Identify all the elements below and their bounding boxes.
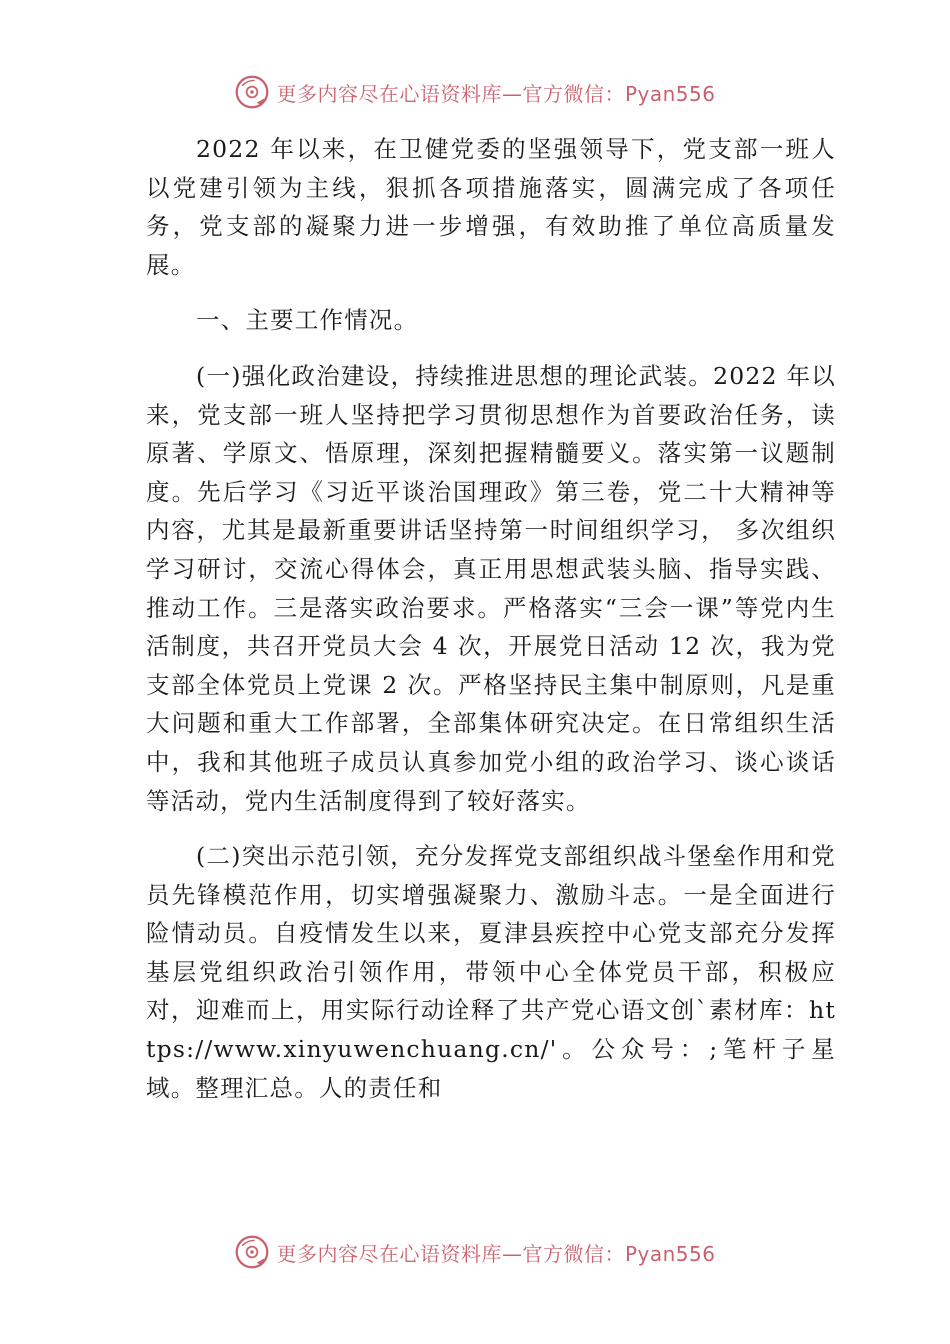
header-watermark bbox=[0, 70, 950, 114]
paragraph-exemplary-leadership: (二)突出示范引领，充分发挥党支部组织战斗堡垒作用和党员先锋模范作用，切实增强凝聚力、激励斗志。一是全面进行险情动员。自疫情发生以来，夏津县疾控中心党支部充分发挥基层党组织政治引领作用，带领中心全体党员干部，积极应对，迎难而上，用实际行动诠释了共产党心语文创`素材库：https://www.xinyuwenchuang.cn/'。公众号：;笔杆子星域。整理汇总。人的责任和 bbox=[146, 842, 836, 1102]
paragraph-intro: 2022 年以来，在卫健党委的坚强领导下，党支部一班人以党建引领为主线，狠抓各项措施落实，圆满完成了各项任务，党支部的凝聚力进一步增强，有效助推了单位高质量发展。 bbox=[146, 135, 836, 279]
document-body bbox=[146, 130, 836, 1107]
cd-disc-icon bbox=[234, 74, 270, 110]
footer-watermark bbox=[0, 1230, 950, 1274]
section-heading: 一、主要工作情况。 bbox=[196, 306, 419, 335]
paragraph-political-building: (一)强化政治建设，持续推进思想的理论武装。2022 年以来，党支部一班人坚持把学习贯彻思想作为首要政治任务，读原著、学原文、悟原理，深刻把握精髓要义。落实第一议题制度。先后学习《习近平谈治国理政》第三卷，党二十大精神等内容，尤其是最新重要讲话坚持第一时间组织学习， 多次组织学习研讨，交流心得体会，真正用思想武装头脑、指导实践、推动工作。三是落实政治要求。严格落实“三会一课”等党内生活制度，共召开党员大会 4 次，开展党日活动 12 次，我为党支部全体党员上党课 2 次。严格坚持民主集中制原则，凡是重大问题和重大工作部署，全部集体研究决定。在日常组织生活中，我和其他班子成员认真参加党小组的政治学习、谈心谈话等活动，党内生活制度得到了较好落实。 bbox=[146, 361, 836, 815]
watermark-text: 更多内容尽在心语资料库—官方微信：Pyan556 bbox=[276, 1241, 716, 1266]
cd-disc-icon bbox=[234, 1234, 270, 1270]
watermark-text: 更多内容尽在心语资料库—官方微信：Pyan556 bbox=[276, 81, 716, 106]
